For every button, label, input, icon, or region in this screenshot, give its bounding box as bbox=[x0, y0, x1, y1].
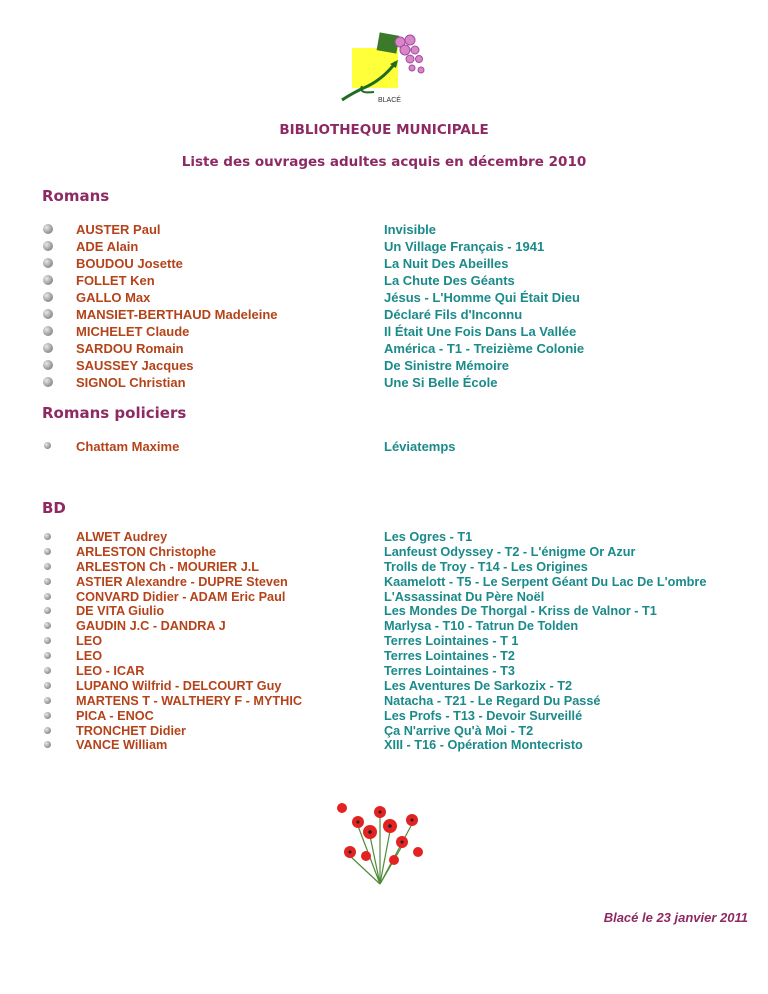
logo-text: BLACÉ bbox=[378, 97, 401, 104]
bullet-icon bbox=[44, 593, 51, 600]
author-name: ARLESTON Christophe bbox=[76, 544, 217, 559]
list-item bbox=[42, 679, 742, 694]
author-name: LEO bbox=[76, 634, 103, 649]
list-item bbox=[42, 694, 742, 709]
book-title: La Chute Des Géants bbox=[384, 273, 515, 288]
author-name: Chattam Maxime bbox=[76, 439, 180, 454]
list-item bbox=[42, 341, 742, 358]
list-item bbox=[42, 664, 742, 679]
page-subtitle: Liste des ouvrages adultes acquis en décembre 2010 bbox=[181, 154, 587, 170]
bullet-icon bbox=[44, 652, 51, 659]
page-title: BIBLIOTHEQUE MUNICIPALE bbox=[279, 122, 489, 138]
section-heading-policiers: Romans policiers bbox=[42, 404, 187, 422]
list-item bbox=[42, 724, 742, 739]
list-item bbox=[42, 590, 742, 605]
book-title: Les Ogres - T1 bbox=[384, 530, 473, 544]
author-name: VANCE William bbox=[76, 738, 168, 753]
book-title: XIII - T16 - Opération Montecristo bbox=[384, 738, 583, 753]
book-title: Trolls de Troy - T14 - Les Origines bbox=[384, 559, 588, 574]
section-heading-romans: Romans bbox=[42, 187, 110, 205]
bullet-icon bbox=[44, 741, 51, 748]
policiers-list bbox=[42, 439, 742, 455]
list-item bbox=[42, 545, 742, 560]
list-item bbox=[42, 273, 742, 290]
bullet-icon bbox=[44, 548, 51, 555]
bullet-icon bbox=[43, 258, 53, 268]
list-item bbox=[42, 649, 742, 664]
book-title: Un Village Français - 1941 bbox=[384, 239, 545, 254]
list-item bbox=[42, 709, 742, 724]
book-title: Léviatemps bbox=[384, 439, 456, 454]
book-title: Il Était Une Fois Dans La Vallée bbox=[384, 324, 577, 339]
bullet-icon bbox=[43, 343, 53, 353]
author-name: BOUDOU Josette bbox=[76, 256, 183, 271]
author-name: GALLO Max bbox=[76, 290, 151, 305]
book-title: Ça N'arrive Qu'à Moi - T2 bbox=[384, 723, 534, 738]
book-title: Kaamelott - T5 - Le Serpent Géant Du Lac De L'ombre bbox=[384, 574, 707, 589]
list-item bbox=[42, 256, 742, 273]
bullet-icon bbox=[43, 326, 53, 336]
author-name: LUPANO Wilfrid - DELCOURT Guy bbox=[76, 678, 282, 693]
author-name: SAUSSEY Jacques bbox=[76, 358, 194, 373]
author-name: MICHELET Claude bbox=[76, 324, 190, 339]
bullet-icon bbox=[44, 442, 51, 449]
footer-date: Blacé le 23 janvier 2011 bbox=[603, 910, 748, 925]
book-title: Déclaré Fils d'Inconnu bbox=[384, 307, 523, 322]
bullet-icon bbox=[43, 360, 53, 370]
author-name: SARDOU Romain bbox=[76, 341, 184, 356]
list-item bbox=[42, 575, 742, 590]
bullet-icon bbox=[44, 578, 51, 585]
book-title: L'Assassinat Du Père Noël bbox=[384, 589, 545, 604]
book-title: Terres Lointaines - T3 bbox=[384, 664, 515, 679]
bullet-icon bbox=[44, 727, 51, 734]
book-title: Invisible bbox=[384, 222, 437, 237]
section-heading-bd: BD bbox=[42, 499, 66, 517]
book-title: América - T1 - Treizième Colonie bbox=[384, 341, 585, 356]
bullet-icon bbox=[44, 697, 51, 704]
list-item bbox=[42, 604, 742, 619]
author-name: GAUDIN J.C - DANDRA J bbox=[76, 619, 226, 634]
bullet-icon bbox=[44, 563, 51, 570]
list-item bbox=[42, 738, 742, 753]
book-title: Marlysa - T10 - Tatrun De Tolden bbox=[384, 619, 579, 634]
author-name: FOLLET Ken bbox=[76, 273, 155, 288]
book-title: Terres Lointaines - T 1 bbox=[384, 634, 519, 649]
book-title: Les Aventures De Sarkozix - T2 bbox=[384, 678, 573, 693]
author-name: AUSTER Paul bbox=[76, 222, 161, 237]
author-name: ADE Alain bbox=[76, 239, 139, 254]
book-title: De Sinistre Mémoire bbox=[384, 358, 509, 373]
list-item bbox=[42, 307, 742, 324]
book-title: Lanfeust Odyssey - T2 - L'énigme Or Azur bbox=[384, 544, 636, 559]
author-name: MARTENS T - WALTHERY F - MYTHIC bbox=[76, 693, 303, 708]
bullet-icon bbox=[43, 309, 53, 319]
list-item bbox=[42, 560, 742, 575]
romans-list bbox=[42, 222, 742, 392]
book-title: Une Si Belle École bbox=[384, 375, 498, 390]
author-name: ARLESTON Ch - MOURIER J.L bbox=[76, 559, 260, 574]
list-item bbox=[42, 290, 742, 307]
book-title: Jésus - L'Homme Qui Était Dieu bbox=[384, 290, 580, 305]
author-name: LEO bbox=[76, 649, 103, 664]
bullet-icon bbox=[43, 292, 53, 302]
author-name: TRONCHET Didier bbox=[76, 723, 186, 738]
bullet-icon bbox=[44, 637, 51, 644]
list-item bbox=[42, 358, 742, 375]
author-name: SIGNOL Christian bbox=[76, 375, 186, 390]
author-name: DE VITA Giulio bbox=[76, 604, 165, 619]
author-name: ASTIER Alexandre - DUPRE Steven bbox=[76, 574, 288, 589]
book-title: Les Mondes De Thorgal - Kriss de Valnor - T1 bbox=[384, 604, 657, 619]
bd-list bbox=[42, 530, 742, 753]
bullet-icon bbox=[44, 682, 51, 689]
list-item bbox=[42, 439, 742, 455]
bullet-icon bbox=[43, 224, 53, 234]
book-title: Terres Lointaines - T2 bbox=[384, 649, 515, 664]
list-item bbox=[42, 239, 742, 256]
book-title: Natacha - T21 - Le Regard Du Passé bbox=[384, 693, 601, 708]
author-name: CONVARD Didier - ADAM Eric Paul bbox=[76, 589, 286, 604]
bullet-icon bbox=[43, 275, 53, 285]
list-item bbox=[42, 375, 742, 392]
poppies-illustration bbox=[330, 796, 430, 886]
author-name: ALWET Audrey bbox=[76, 530, 168, 544]
bullet-icon bbox=[43, 241, 53, 251]
list-item bbox=[42, 222, 742, 239]
bullet-icon bbox=[44, 622, 51, 629]
bullet-icon bbox=[44, 607, 51, 614]
author-name: LEO - ICAR bbox=[76, 664, 145, 679]
bullet-icon bbox=[44, 667, 51, 674]
bullet-icon bbox=[44, 533, 51, 540]
list-item bbox=[42, 324, 742, 341]
bullet-icon bbox=[43, 377, 53, 387]
author-name: PICA - ENOC bbox=[76, 708, 154, 723]
blace-logo bbox=[334, 30, 434, 110]
bullet-icon bbox=[44, 712, 51, 719]
book-title: La Nuit Des Abeilles bbox=[384, 256, 509, 271]
author-name: MANSIET-BERTHAUD Madeleine bbox=[76, 307, 278, 322]
book-title: Les Profs - T13 - Devoir Surveillé bbox=[384, 708, 583, 723]
list-item bbox=[42, 530, 742, 545]
list-item bbox=[42, 634, 742, 649]
list-item bbox=[42, 619, 742, 634]
